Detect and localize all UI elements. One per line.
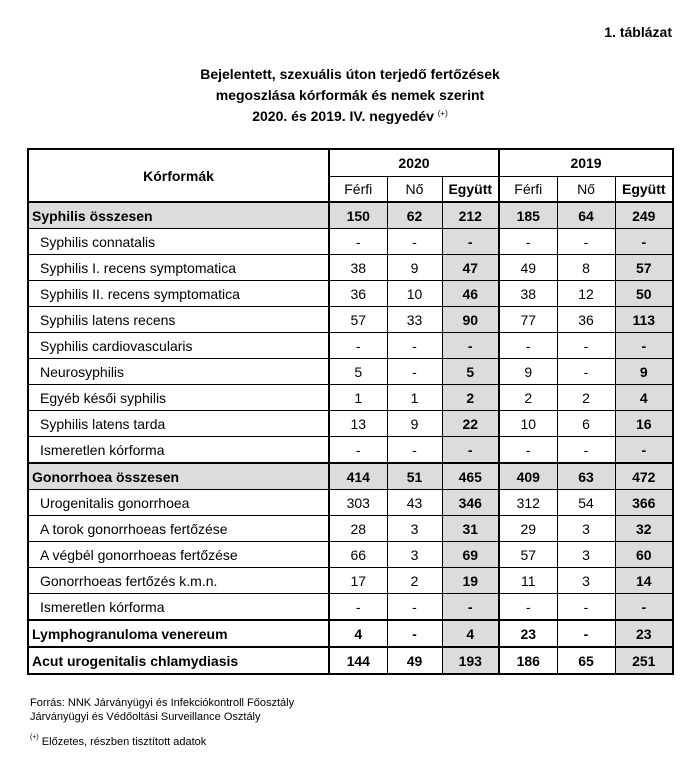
table-cell: 65 xyxy=(557,647,615,674)
row-label: Syphilis I. recens symptomatica xyxy=(28,255,329,281)
table-cell: - xyxy=(387,333,442,359)
table-cell: 193 xyxy=(442,647,499,674)
table-cell: 346 xyxy=(442,490,499,516)
table-cell: 38 xyxy=(499,281,557,307)
row-label: Syphilis cardiovascularis xyxy=(28,333,329,359)
table-cell: 4 xyxy=(329,620,387,647)
table-cell: - xyxy=(387,359,442,385)
table-cell: 47 xyxy=(442,255,499,281)
table-cell: 36 xyxy=(329,281,387,307)
subheader-no-2020: Nő xyxy=(387,177,442,203)
table-cell: 303 xyxy=(329,490,387,516)
table-row xyxy=(28,229,673,255)
table-cell: - xyxy=(557,594,615,621)
table-cell: 22 xyxy=(442,411,499,437)
table-cell: 2 xyxy=(387,568,442,594)
table-number: 1. táblázat xyxy=(604,24,672,40)
table-cell: - xyxy=(499,333,557,359)
table-cell: 14 xyxy=(615,568,673,594)
table-cell: 9 xyxy=(499,359,557,385)
table-cell: 409 xyxy=(499,463,557,490)
table-cell: 9 xyxy=(387,255,442,281)
table-cell: 2 xyxy=(499,385,557,411)
table-cell: 23 xyxy=(615,620,673,647)
table-cell: 4 xyxy=(615,385,673,411)
table-cell: 43 xyxy=(387,490,442,516)
title-line-2: megoszlása kórformák és nemek szerint xyxy=(215,87,485,103)
data-table xyxy=(27,148,674,675)
row-label: Syphilis II. recens symptomatica xyxy=(28,281,329,307)
table-cell: - xyxy=(615,229,673,255)
row-label: Syphilis összesen xyxy=(28,202,329,229)
year-header-2019: 2019 xyxy=(499,149,673,177)
table-cell: 29 xyxy=(499,516,557,542)
table-cell: 63 xyxy=(557,463,615,490)
table-cell: 3 xyxy=(387,542,442,568)
table-cell: - xyxy=(387,437,442,464)
table-cell: 36 xyxy=(557,307,615,333)
table-cell: 4 xyxy=(442,620,499,647)
table-cell: 28 xyxy=(329,516,387,542)
table-cell: 50 xyxy=(615,281,673,307)
table-cell: 9 xyxy=(387,411,442,437)
table-cell: 57 xyxy=(329,307,387,333)
table-cell: 49 xyxy=(387,647,442,674)
row-label: Ismeretlen kórforma xyxy=(28,594,329,621)
table-cell: 32 xyxy=(615,516,673,542)
subheader-no-2019: Nő xyxy=(557,177,615,203)
table-cell: - xyxy=(615,333,673,359)
table-title xyxy=(0,64,700,127)
source-line-1: Forrás: NNK Járványügyi és Infekciókontroll Főosztály xyxy=(30,697,295,709)
table-row xyxy=(28,359,673,385)
table-row xyxy=(28,620,673,647)
table-row xyxy=(28,281,673,307)
footnote-text: Előzetes, részben tisztított adatok xyxy=(38,736,207,748)
table-cell: - xyxy=(329,229,387,255)
row-label: Urogenitalis gonorrhoea xyxy=(28,490,329,516)
footnote xyxy=(30,736,206,748)
table-cell: 1 xyxy=(329,385,387,411)
table-cell: 12 xyxy=(557,281,615,307)
table-cell: 414 xyxy=(329,463,387,490)
table-cell: - xyxy=(442,437,499,464)
table-cell: - xyxy=(615,594,673,621)
table-cell: 312 xyxy=(499,490,557,516)
title-footnote-mark: (+) xyxy=(437,109,448,118)
table-cell: 13 xyxy=(329,411,387,437)
subheader-ferfi-2020: Férfi xyxy=(329,177,387,203)
table-cell: 17 xyxy=(329,568,387,594)
table-cell: 8 xyxy=(557,255,615,281)
row-label: Syphilis latens tarda xyxy=(28,411,329,437)
table-cell: 49 xyxy=(499,255,557,281)
table-cell: 19 xyxy=(442,568,499,594)
table-cell: 64 xyxy=(557,202,615,229)
table-cell: 472 xyxy=(615,463,673,490)
table-cell: 46 xyxy=(442,281,499,307)
table-cell: - xyxy=(329,333,387,359)
table-cell: 2 xyxy=(442,385,499,411)
table-row xyxy=(28,594,673,621)
table-cell: 57 xyxy=(499,542,557,568)
table-cell: 10 xyxy=(387,281,442,307)
row-label: Acut urogenitalis chlamydiasis xyxy=(28,647,329,674)
table-row xyxy=(28,647,673,674)
row-label: Syphilis connatalis xyxy=(28,229,329,255)
table-cell: 113 xyxy=(615,307,673,333)
table-cell: 5 xyxy=(442,359,499,385)
table-row xyxy=(28,385,673,411)
table-cell: 251 xyxy=(615,647,673,674)
row-label: Gonorrhoea összesen xyxy=(28,463,329,490)
table-cell: 38 xyxy=(329,255,387,281)
table-cell: - xyxy=(442,333,499,359)
table-cell: 3 xyxy=(557,568,615,594)
table-cell: 66 xyxy=(329,542,387,568)
row-label: Egyéb késői syphilis xyxy=(28,385,329,411)
subheader-egyutt-2020: Együtt xyxy=(442,177,499,203)
table-cell: - xyxy=(557,437,615,464)
table-row xyxy=(28,463,673,490)
source-note xyxy=(30,696,294,724)
table-row xyxy=(28,490,673,516)
table-row xyxy=(28,333,673,359)
table-cell: - xyxy=(499,594,557,621)
table-cell: 6 xyxy=(557,411,615,437)
table-cell: 60 xyxy=(615,542,673,568)
row-label: Ismeretlen kórforma xyxy=(28,437,329,464)
table-row xyxy=(28,542,673,568)
year-header-2020: 2020 xyxy=(329,149,499,177)
table-cell: 212 xyxy=(442,202,499,229)
table-cell: 3 xyxy=(557,542,615,568)
table-cell: 3 xyxy=(557,516,615,542)
table-cell: - xyxy=(557,620,615,647)
row-label: Neurosyphilis xyxy=(28,359,329,385)
table-cell: 33 xyxy=(387,307,442,333)
table-cell: 144 xyxy=(329,647,387,674)
table-cell: 185 xyxy=(499,202,557,229)
table-cell: 249 xyxy=(615,202,673,229)
title-period: 2020. és 2019. IV. negyedév xyxy=(252,108,434,124)
table-cell: - xyxy=(442,229,499,255)
table-cell: 5 xyxy=(329,359,387,385)
table-cell: - xyxy=(499,229,557,255)
table-cell: 57 xyxy=(615,255,673,281)
table-cell: - xyxy=(557,229,615,255)
table-cell: - xyxy=(499,437,557,464)
table-cell: 62 xyxy=(387,202,442,229)
table-cell: 90 xyxy=(442,307,499,333)
footnote-mark: (+) xyxy=(30,734,39,741)
table-row xyxy=(28,202,673,229)
table-cell: 69 xyxy=(442,542,499,568)
table-cell: - xyxy=(329,594,387,621)
table-cell: - xyxy=(442,594,499,621)
table-cell: 77 xyxy=(499,307,557,333)
table-row xyxy=(28,568,673,594)
row-label: Syphilis latens recens xyxy=(28,307,329,333)
table-cell: - xyxy=(387,620,442,647)
table-row xyxy=(28,307,673,333)
table-cell: 54 xyxy=(557,490,615,516)
title-line-3 xyxy=(0,106,700,127)
table-cell: 465 xyxy=(442,463,499,490)
table-cell: - xyxy=(329,437,387,464)
table-cell: 9 xyxy=(615,359,673,385)
table-row xyxy=(28,255,673,281)
table-cell: - xyxy=(615,437,673,464)
table-cell: - xyxy=(387,229,442,255)
subheader-egyutt-2019: Együtt xyxy=(615,177,673,203)
table-cell: 3 xyxy=(387,516,442,542)
table-cell: 186 xyxy=(499,647,557,674)
title-line-1: Bejelentett, szexuális úton terjedő fertőzések xyxy=(200,66,500,82)
row-label: Gonorrhoeas fertőzés k.m.n. xyxy=(28,568,329,594)
row-label: Lymphogranuloma venereum xyxy=(28,620,329,647)
table-cell: 23 xyxy=(499,620,557,647)
column-header-korformak: Kórformák xyxy=(28,149,329,202)
table-cell: - xyxy=(557,333,615,359)
row-label: A torok gonorrhoeas fertőzése xyxy=(28,516,329,542)
row-label: A végbél gonorrhoeas fertőzése xyxy=(28,542,329,568)
table-cell: 31 xyxy=(442,516,499,542)
table-cell: 16 xyxy=(615,411,673,437)
subheader-ferfi-2019: Férfi xyxy=(499,177,557,203)
table-cell: 366 xyxy=(615,490,673,516)
table-row xyxy=(28,411,673,437)
table-cell: 1 xyxy=(387,385,442,411)
source-line-2: Járványügyi és Védőoltási Surveillance Osztály xyxy=(30,711,261,723)
table-cell: 2 xyxy=(557,385,615,411)
table-cell: 51 xyxy=(387,463,442,490)
table-cell: 11 xyxy=(499,568,557,594)
table-cell: 150 xyxy=(329,202,387,229)
table-cell: - xyxy=(387,594,442,621)
table-cell: 10 xyxy=(499,411,557,437)
table-row xyxy=(28,437,673,464)
table-cell: - xyxy=(557,359,615,385)
table-row xyxy=(28,516,673,542)
